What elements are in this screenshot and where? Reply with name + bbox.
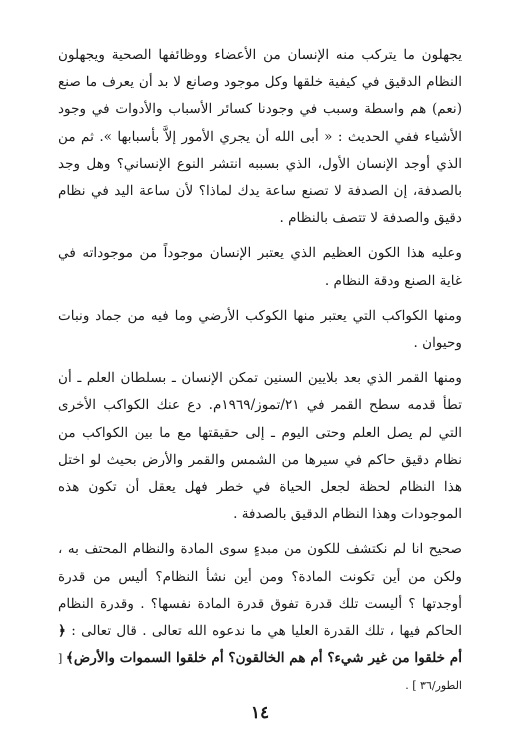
paragraph-1: يجهلون ما يتركب منه الإنسان من الأعضاء ووظائفها الصحية ويجهلون النظام الدقيق في كيفية خلقها وكل موجود وصانع لا بد أن يعرف ما صنع (نعم) هم واسطة وسبب في وجودنا كسائر الأسباب والأدوات في وجود الأشياء ففي الحديث : « أبى الله أن يجري الأمور إلاَّ بأسبابها ». ثم من الذي أوجد الإنسان الأول، الذي بسببه انتشر النوع الإنساني؟ وهل وجد بالصدفة، إن الصدفة لا تصنع ساعة يدك لماذا؟ لأن ساعة اليد في نظام دقيق والصدفة لا تتصف بالنظام . [58, 47, 462, 227]
body-text [58, 42, 462, 700]
paragraph-2: وعليه هذا الكون العظيم الذي يعتبر الإنسان موجوداً من موجوداته في غاية الصنع ودقة النظام . [58, 245, 462, 289]
paragraph-5-text: صحيح انا لم نكتشف للكون من مبدءٍ سوى المادة والنظام المحتف به ، ولكن من أين تكونت المادة؟ ومن أين نشأ النظام؟ أليس من قدرة أوجدتها ؟ أليست تلك قدرة تفوق قدرة المادة نفسها؟ . وقدرة النظام الحاكم فيها ، تلك القدرة العليا هي ما ندعوه الله تعالى . قال تعالى : [58, 541, 462, 640]
paragraph-5 [58, 536, 462, 699]
paragraph-3: ومنها الكواكب التي يعتبر منها الكوكب الأرضي وما فيه من جماد ونبات وحيوان . [58, 307, 462, 352]
paragraph-4: ومنها القمر الذي بعد بلايين السنين تمكن الإنسان ـ بسلطان العلم ـ أن تطأ قدمه سطح القمر في ٢١/تموز/١٩٦٩م. دع عنك الكواكب الأخرى التي لم يصل العلم وحتى اليوم ـ إلى حقيقتها مع ما بين الكواكب من نظام دقيق حاكم في سيرها من الشمس والقمر والأرض بحيث لو اختل هذا النظام لحظة لجعل الحياة في خطر فهل يعقل أن تكون هذه الموجودات وهذا النظام الدقيق بالصدفة . [58, 370, 462, 523]
verse-reference: [ الطور/٣٦ ] . [58, 652, 462, 693]
quran-quote: ﴿ أم خلقوا من غير شيء؟ أم هم الخالقون؟ أم خلقوا السموات والأرض﴾ [58, 623, 462, 667]
page-number: ١٤ [250, 703, 270, 723]
